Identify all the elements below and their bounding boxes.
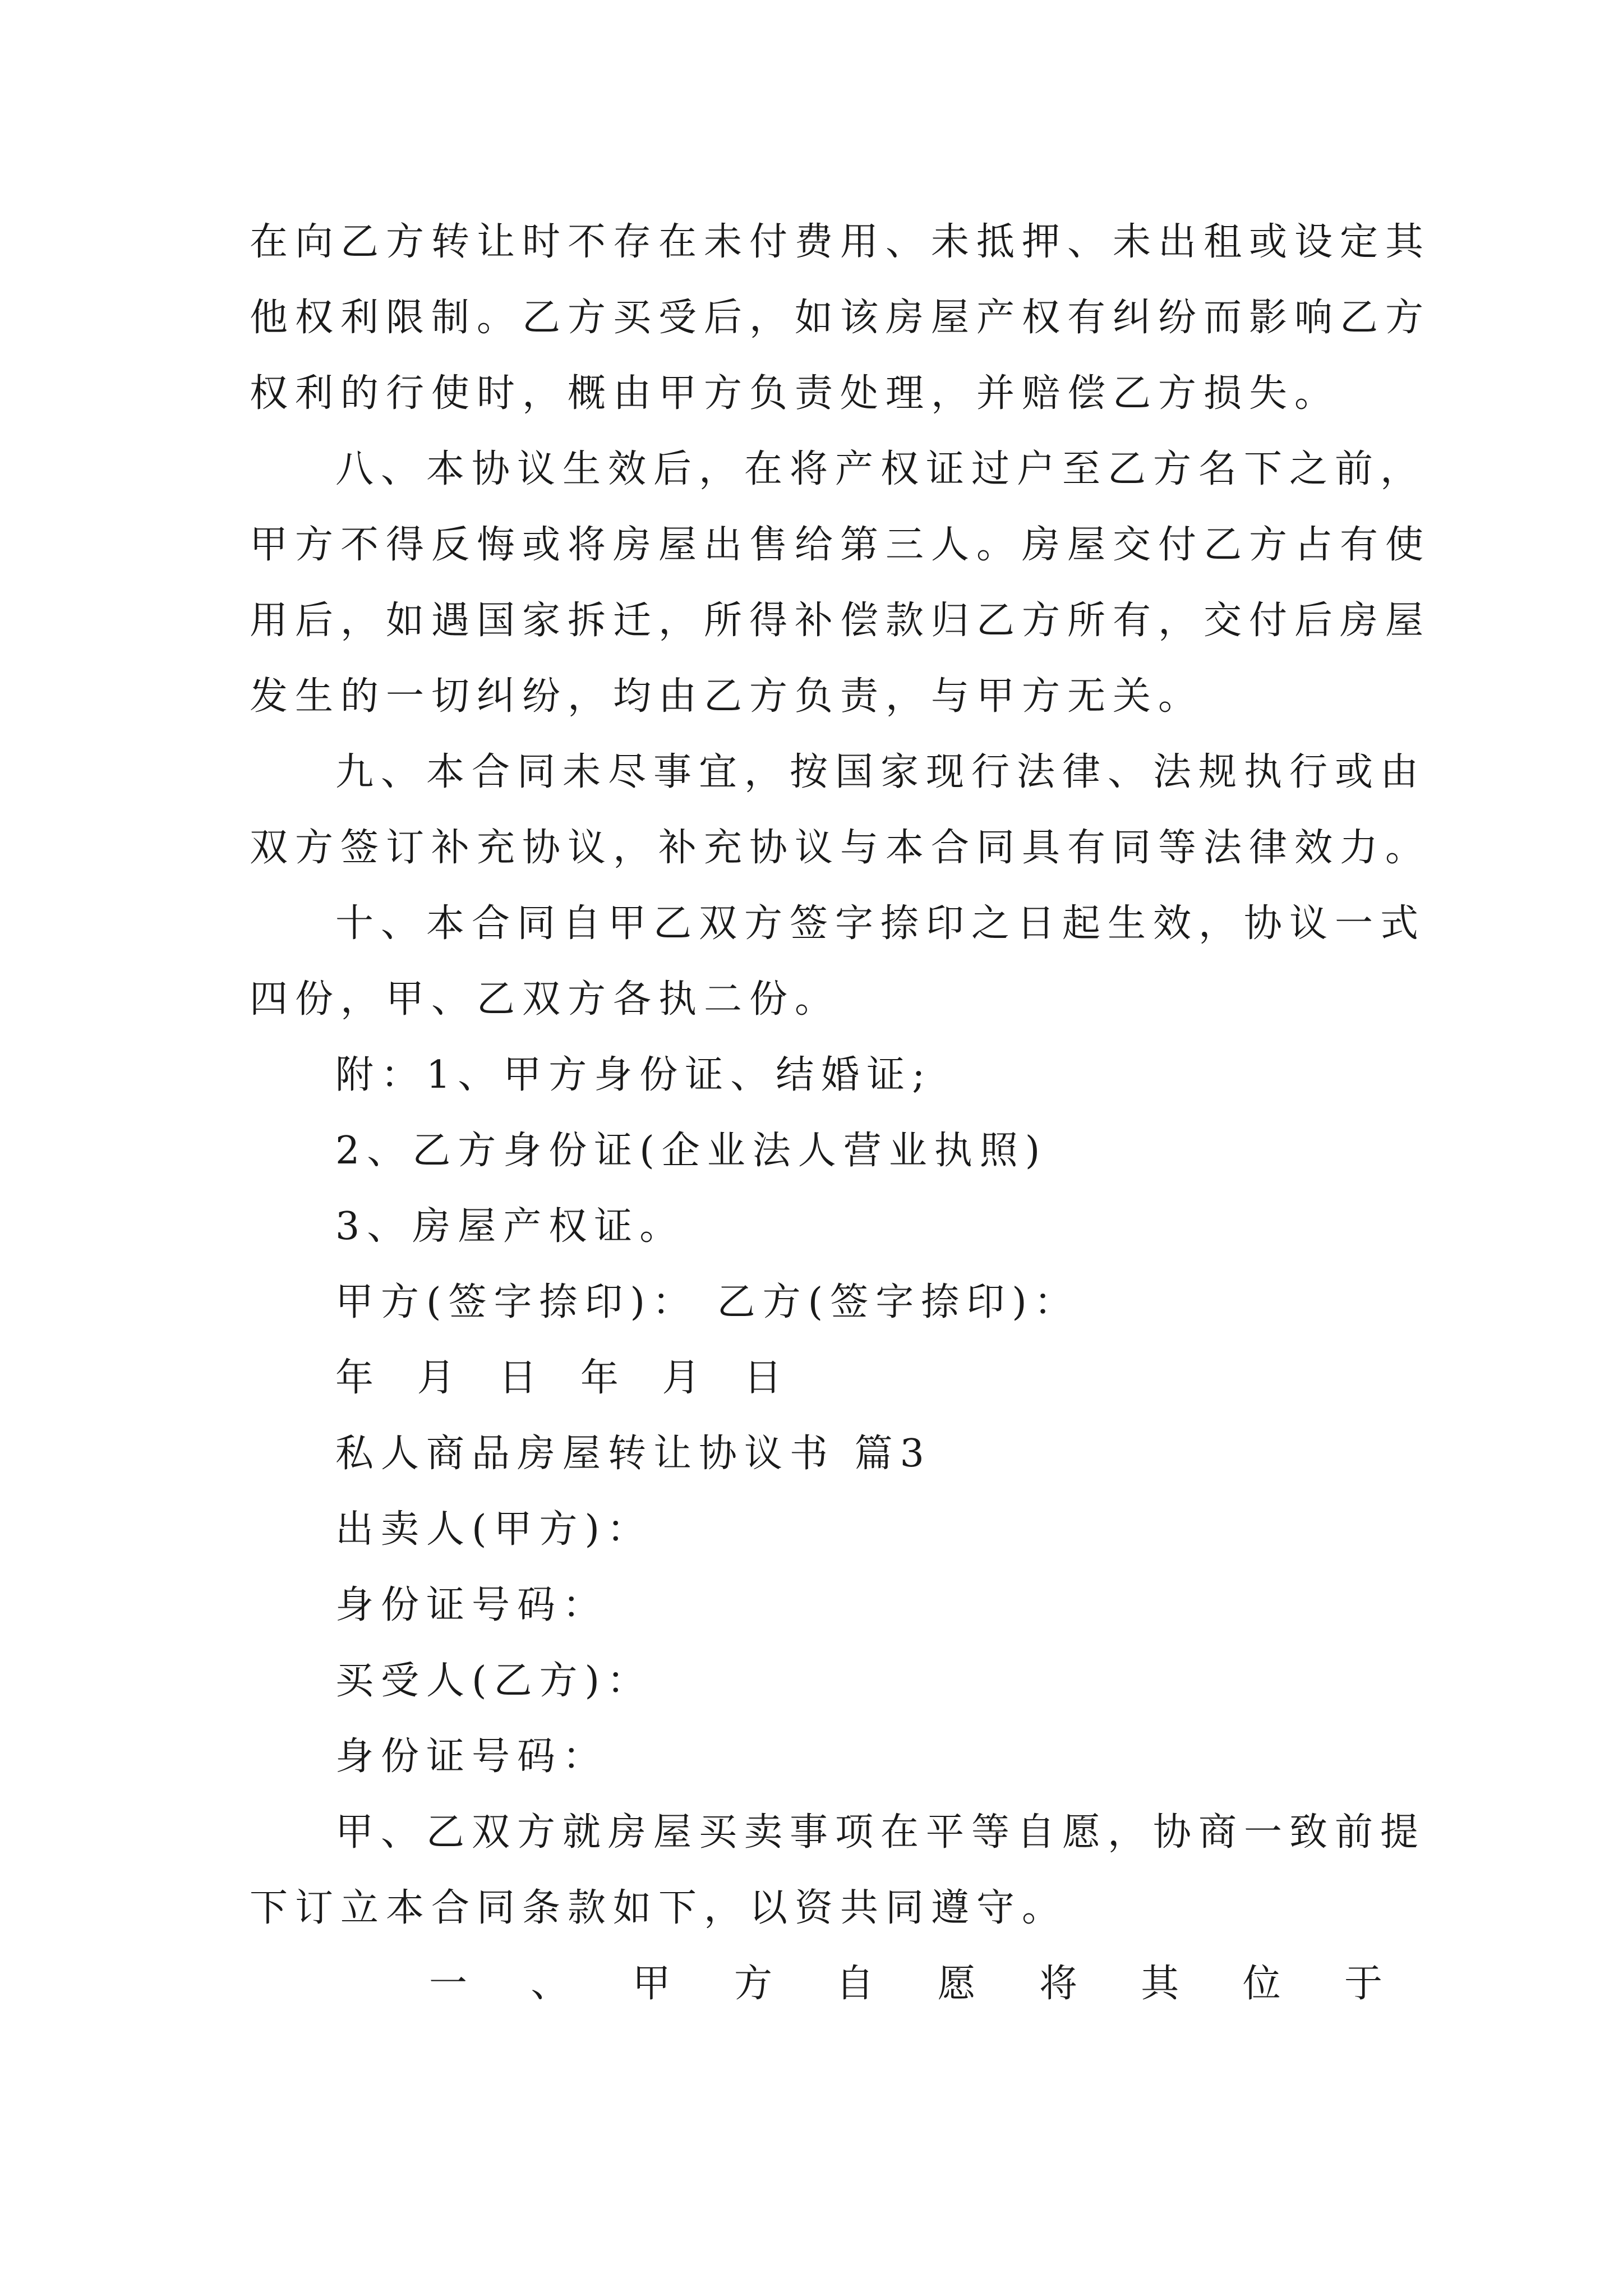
text-line: 甲方不得反悔或将房屋出售给第三人。房屋交付乙方占有使 — [250, 523, 1431, 567]
clause-char: 将 — [1039, 1962, 1077, 2006]
text-line: 权利的行使时，概由甲方负责处理，并赔偿乙方损失。 — [250, 371, 1340, 416]
text-line: 四份，甲、乙双方各执二份。 — [250, 977, 841, 1022]
text-line: 下订立本合同条款如下，以资共同遵守。 — [250, 1886, 1068, 1930]
clause-char: 其 — [1141, 1962, 1179, 2006]
date-line: 年 月 日 年 月 日 — [335, 1356, 790, 1400]
text-line: 发生的一切纠纷，均由乙方负责，与甲方无关。 — [250, 674, 1204, 719]
buyer-id-field: 身份证号码： — [335, 1734, 608, 1779]
attachment-2: 2、乙方身份证(企业法人营业执照) — [335, 1129, 1048, 1173]
text-line: 双方签订补充协议，补充协议与本合同具有同等法律效力。 — [250, 826, 1431, 870]
seller-field: 出卖人(甲方)： — [335, 1507, 653, 1552]
paragraph-10-start: 十、本合同自甲乙双方签字捺印之日起生效，协议一式 — [335, 901, 1426, 946]
text-line: 用后，如遇国家拆迁，所得补偿款归乙方所有，交付后房屋 — [250, 599, 1431, 643]
clause-char: 、 — [531, 1962, 569, 2006]
clause-char: 方 — [734, 1962, 772, 2006]
paragraph-8-start: 八、本协议生效后，在将产权证过户至乙方名下之前， — [335, 447, 1426, 491]
clause-char: 于 — [1344, 1962, 1382, 2006]
clause-1-line — [250, 1956, 1382, 2012]
preamble-start: 甲、乙双方就房屋买卖事项在平等自愿，协商一致前提 — [335, 1810, 1426, 1855]
text-line: 他权利限制。乙方买受后，如该房屋产权有纠纷而影响乙方 — [250, 296, 1431, 340]
section-title: 私人商品房屋转让协议书 篇3 — [335, 1432, 932, 1476]
buyer-field: 买受人(乙方)： — [335, 1659, 653, 1703]
paragraph-9-start: 九、本合同未尽事宜，按国家现行法律、法规执行或由 — [335, 750, 1426, 794]
clause-char: 位 — [1242, 1962, 1281, 2006]
clause-char: 愿 — [937, 1962, 976, 2006]
clause-char: 自 — [836, 1962, 874, 2006]
signature-line: 甲方(签字捺印)： 乙方(签字捺印)： — [335, 1280, 1080, 1324]
attachment-3: 3、房屋产权证。 — [335, 1204, 685, 1249]
clause-char: 甲 — [632, 1962, 671, 2006]
clause-char: 一 — [429, 1962, 468, 2006]
attachment-1: 附：1、甲方身份证、结婚证; — [335, 1053, 933, 1097]
text-line: 在向乙方转让时不存在未付费用、未抵押、未出租或设定其 — [250, 220, 1431, 264]
seller-id-field: 身份证号码： — [335, 1583, 608, 1627]
